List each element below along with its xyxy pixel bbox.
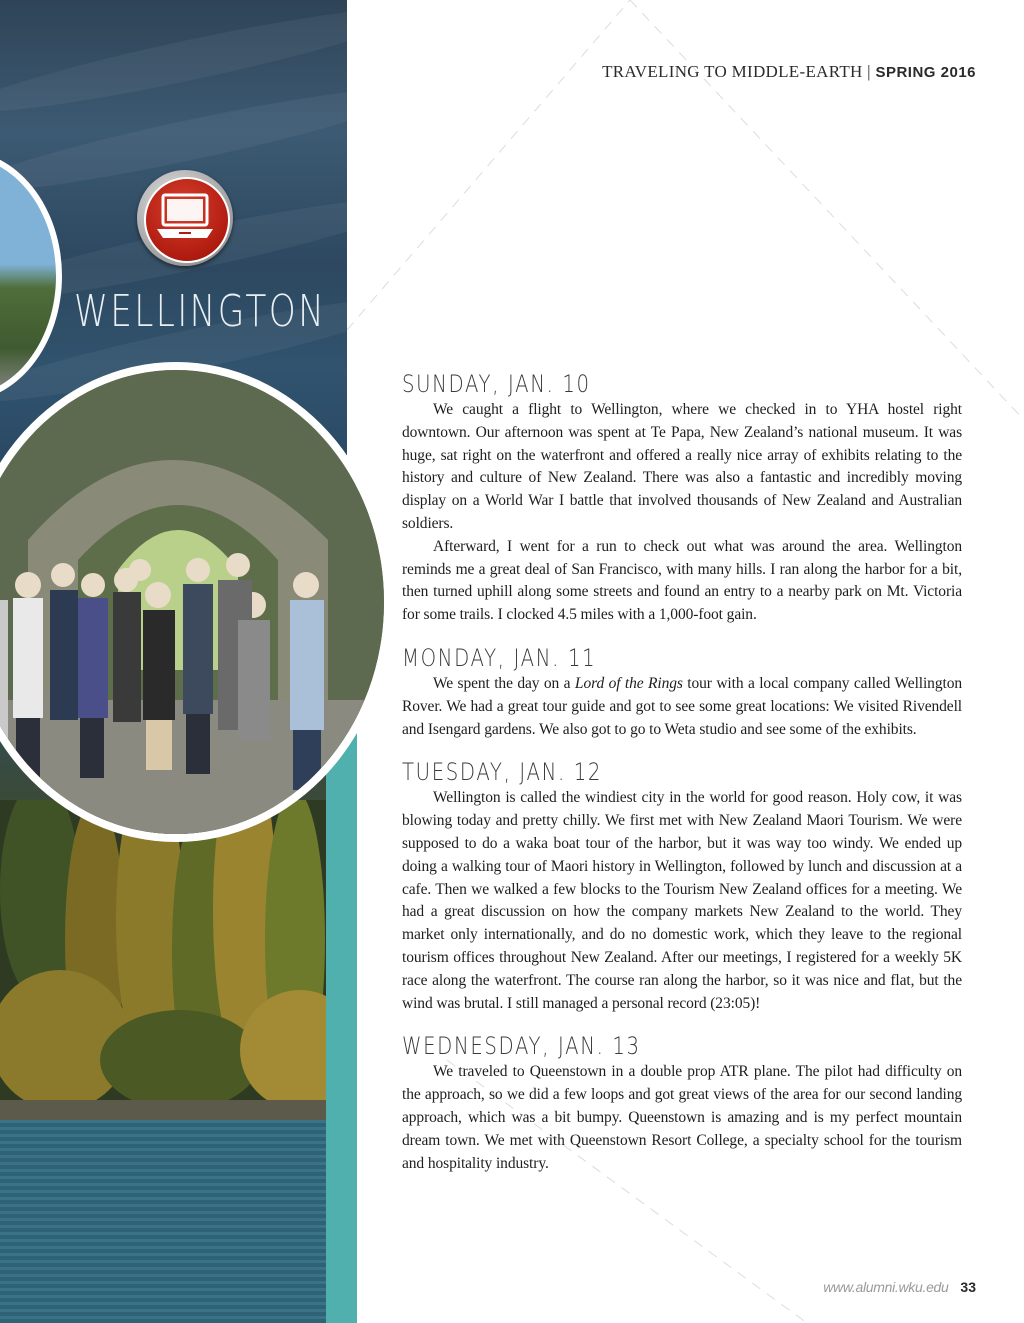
- group-photo-image: [0, 370, 384, 834]
- entry-date: SUNDAY, JAN. 10: [402, 370, 591, 398]
- paragraph-text: We spent the day on a: [433, 674, 575, 692]
- page-footer: [823, 1279, 976, 1295]
- header-separator: |: [867, 62, 871, 81]
- entry-date: TUESDAY, JAN. 12: [402, 758, 603, 787]
- entry-paragraph: Afterward, I went for a run to check out what was around the area. Wellington reminds me a great deal of San Francisco, with many hills. I ran along the harbor for a bit, then turned uphill along some streets and found an entry to a nearby park on Mt. Victoria for some trails. I clocked 4.5 miles with a 1,000-foot gain.: [402, 537, 962, 624]
- laptop-icon: [151, 186, 219, 250]
- entry-date: MONDAY, JAN. 11: [402, 643, 597, 672]
- diary-entry-tuesday: [402, 758, 962, 1015]
- paragraph-text: tour with a local company called Wellington Rover. We had a great tour guide and got to see some great locations: We visited Rivendell and Isengard gardens. We also got to go to Weta studio and see some of the exhibits.: [402, 674, 962, 738]
- magazine-section-title: TRAVELING TO MIDDLE-EARTH: [602, 62, 863, 81]
- entry-paragraph: [402, 673, 962, 741]
- laptop-badge: [137, 170, 233, 266]
- website-link[interactable]: www.alumni.wku.edu: [823, 1279, 949, 1295]
- diary-entry-sunday: [402, 370, 962, 627]
- running-header: [602, 62, 976, 82]
- autumn-trees-image: [0, 800, 347, 1120]
- section-heading: WELLINGTON: [74, 286, 327, 337]
- entry-paragraph: Wellington is called the windiest city in the world for good reason. Holy cow, it was blowing today and pretty chilly. We first met with New Zealand Maori Tourism. We were supposed to do a waka boat tour of the harbor, but it was way too windy. We ended up doing a walking tour of Maori history in Wellington, followed by lunch and discussion at a cafe. Then we walked a few blocks to the Tourism New Zealand offices for a meeting. We had a great discussion on how the company markets New Zealand to the world. They market only internationally, and do no domestic work, which they leave to the regional tourism offices throughout New Zealand. After our meetings, I registered for a weekly 5K race along the waterfront. The course ran along the harbor, so it was nice and flat, but the wind was brutal. I still managed a personal record (23:05)!: [402, 789, 962, 1012]
- entry-paragraph: We caught a flight to Wellington, where we checked in to YHA hostel right downtown. Our afternoon was spent at Te Papa, New Zealand’s national museum. It was huge, sat right on the waterfront and offered a really nice array of exhibits relating to the history and culture of New Zealand. There was also a fantastic and incredibly moving display on a World War I battle that involved thousands of New Zealand and Australian soldiers.: [402, 401, 962, 532]
- entry-paragraph: We traveled to Queenstown in a double prop ATR plane. The pilot had difficulty on the approach, so we did a few loops and got great views of the area for our second landing approach, which was a bit bumpy. Queenstown is amazing and is my perfect mountain dream town. We met with Queenstown Resort College, a specialty school for the tourism and hospitality industry.: [402, 1063, 962, 1172]
- group-photo: [0, 362, 392, 842]
- book-title: Lord of the Rings: [574, 674, 683, 692]
- issue-label: SPRING 2016: [875, 64, 976, 81]
- entry-date: WEDNESDAY, JAN. 13: [402, 1032, 641, 1061]
- diary-entry-monday: [402, 644, 962, 741]
- lake-water-image: [0, 1120, 347, 1323]
- diary-entry-wednesday: [402, 1032, 962, 1175]
- page-number: 33: [960, 1279, 976, 1295]
- article-body: [402, 370, 962, 1175]
